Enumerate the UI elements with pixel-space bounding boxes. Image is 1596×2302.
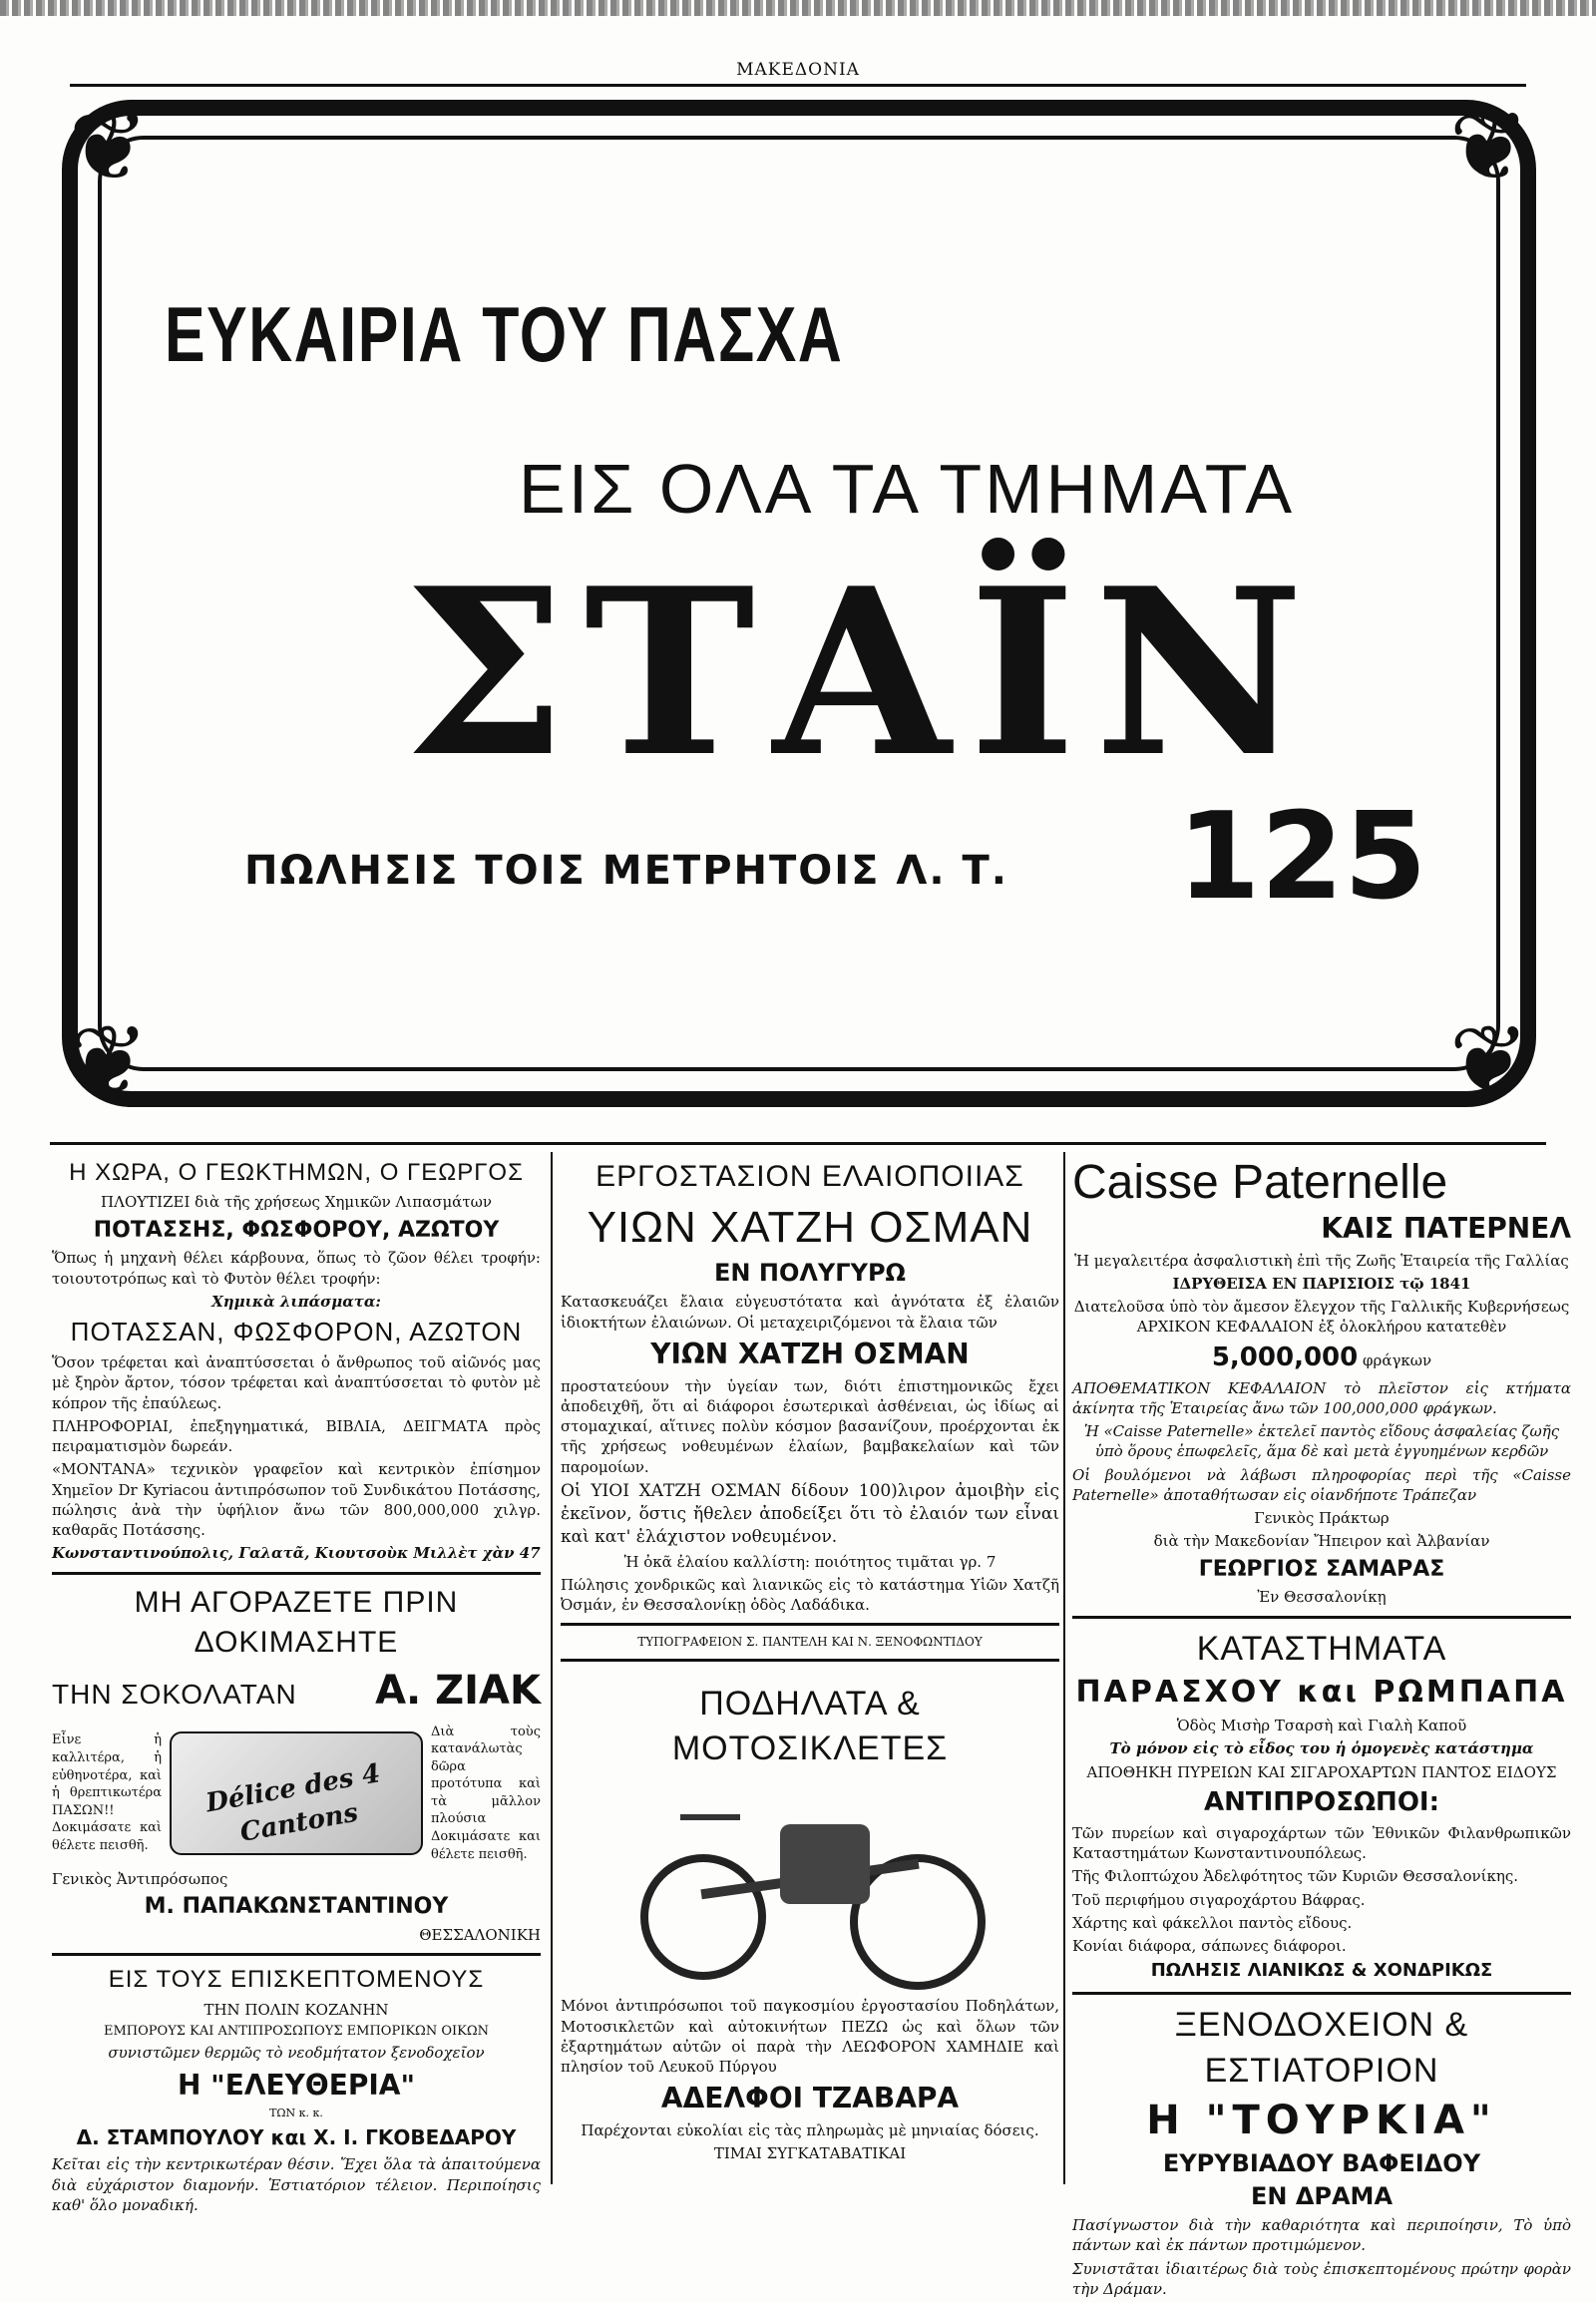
hotel-owner: ΕΥΡΥΒΙΑΔΟΥ ΒΑΦΕΙΔΟΥ <box>1162 2149 1481 2178</box>
fertilizer-text: Ὅπως ἡ μηχανὴ θέλει κάρβουνα, ὅπως τὸ ζῶον θέλει τροφήν: τοιουτοτρόπως καὶ τὸ Φυτὸν θέλει τροφήν: <box>52 1249 541 1288</box>
divider <box>52 1572 541 1575</box>
fertilizer-text: Χημικὰ λιπάσματα: <box>211 1292 381 1311</box>
chocolate-heading: ΜΗ ΑΓΟΡΑΖΕΤΕ ΠΡΙΝ ΔΟΚΙΜΑΣΗΤΕ <box>134 1585 459 1660</box>
ad-subheadline: ΕΙΣ ΟΛΑ ΤΑ ΤΜΗΜΑΤΑ <box>519 450 1296 528</box>
insurance-text: Οἱ βουλόμενοι νὰ λάβωσι πληροφορίας περὶ τῆς «Caisse Paternelle» ἀποταθήτωσαν εἰς οἱανδήποτε Τράπεζαν <box>1072 1465 1571 1504</box>
bicycle-text: ΤΙΜΑΙ ΣΥΓΚΑΤΑΒΑΤΙΚΑΙ <box>713 2144 907 2163</box>
chocolate-illustration <box>170 1731 423 1855</box>
divider <box>561 1659 1059 1662</box>
tricycle-illustration <box>630 1784 990 1984</box>
divider <box>50 1142 1546 1145</box>
chocolate-agent-label: Γενικὸς Ἀντιπρόσωπος <box>52 1870 228 1889</box>
kozani-text: ΤΩΝ κ. κ. <box>269 2107 323 2120</box>
hotel-text: Πασίγνωστον διὰ τὴν καθαριότητα καὶ περιποίησιν, Τὸ ὑπὸ πάντων καὶ ἐκ πάντων προτιμώμενον. <box>1072 2216 1571 2255</box>
olive-oil-price: Ἡ ὀκᾶ ἐλαίου καλλίστη: ποιότητος τιμᾶται γρ. 7 <box>623 1552 997 1571</box>
column-divider <box>551 1152 553 2184</box>
chocolate-text: Διὰ τοὺς κατανάλωτὰς δῶρα προτότυπα καὶ τὰ μᾶλλον πλούσια Δοκιμάσατε και θέλετε πεισθῆ. <box>431 1724 541 1862</box>
kozani-owners: Δ. ΣΤΑΜΠΟΥΛΟΥ και Χ. Ι. ΓΚΟΒΕΔΑΡΟΥ <box>76 2125 517 2150</box>
olive-oil-text: προστατεύουν τὴν ὑγείαν των, διότι ἐπιστημονικῶς ἔχει ἀποδειχθῆ, ὅτι αἱ διάφοροι ἐσωτερικαὶ ἀσθένειαι, ὡς ἰδίως αἱ στομαχικαί, αἵτινες πολὺν κόσμον βασανίζουν, προέρχονται ἐκ τῆς χρήσεως νοθευμένων ἐλαίων, βαμβακελαίων καὶ τῶν παρομοίων. <box>561 1376 1059 1476</box>
ad-brand: ΣΤΑΪΝ <box>404 539 1323 808</box>
insurance-text: Ἡ μεγαλειτέρα ἀσφαλιστικὴ ἐπὶ τῆς Ζωῆς Ἑταιρεία τῆς Γαλλίας <box>1074 1251 1569 1270</box>
divider <box>1072 1992 1571 1995</box>
fertilizer-text: Ὅσον τρέφεται καὶ ἀναπτύσσεται ὁ ἄνθρωπος τοῦ αἰῶνός μας μὲ ξηρὸν ἄρτον, τόσον τρέφεται καὶ ἀναπτύσσεται τὸ φυτὸν μὲ κόπρον τῆς ἐπαύλεως. <box>52 1353 541 1412</box>
column-right <box>1072 1157 1571 2302</box>
insurance-text: Γενικὸς Πράκτωρ <box>1254 1509 1390 1528</box>
ad-headline: ΕΥΚΑΙΡΙΑ ΤΟΥ ΠΑΣΧΑ <box>165 290 844 378</box>
insurance-brand: Caisse Paternelle <box>1072 1156 1448 1209</box>
hotel-text: Συνιστᾶται ἰδιαιτέρως διὰ τοὺς ἐπισκεπτομένους πρώτην φορὰν τὴν Δράμαν. <box>1072 2259 1571 2298</box>
hotel-city: ΕΝ ΔΡΑΜΑ <box>1250 2181 1394 2210</box>
fertilizer-line: ΠΛΟΥΤΙΖΕΙ διὰ τῆς χρήσεως Χημικῶν Λιπασμάτων <box>101 1193 492 1212</box>
shops-text: Τῶν πυρείων καὶ σιγαροχάρτων τῶν Ἐθνικῶν Φιλανθρωπικῶν Καταστημάτων Κωνσταντινουπόλεως. <box>1072 1823 1571 1863</box>
ad-price: 125 <box>1177 788 1427 927</box>
insurance-brand-greek: ΚΑΙΣ ΠΑΤΕΡΝΕΛ <box>1321 1211 1571 1245</box>
insurance-capital: 5,000,000 <box>1211 1342 1359 1372</box>
top-border <box>0 0 1596 16</box>
ornament-icon: ❦ <box>1448 1004 1530 1116</box>
olive-oil-heading: ΕΡΓΟΣΤΑΣΙΟΝ ΕΛΑΙΟΠΟΙΙΑΣ <box>596 1160 1024 1193</box>
page-title: ΜΑΚΕΔΟΝΙΑ <box>736 60 860 80</box>
hotel-name: Η "ΤΟΥΡΚΙΑ" <box>1146 2098 1497 2144</box>
chocolate-text: Εἶνε ἡ καλλιτέρα, ἡ εὐθηνοτέρα, καὶ ἡ θρεπτικωτέρα ΠΑΣΩΝ!! Δοκιμάσατε καὶ θέλετε πεισθῆ. <box>52 1732 162 1853</box>
kozani-hotel: Η "ΕΛΕΥΘΕΡΙΑ" <box>177 2068 416 2102</box>
divider <box>52 1953 541 1956</box>
chocolate-label: Délice des 4 Cantons <box>203 1758 383 1848</box>
ornament-icon: ❦ <box>68 1004 150 1116</box>
shops-text: Τὸ μόνον εἰς τὸ εἶδος του ἡ ὁμογενὲς κατάστημα <box>1109 1739 1534 1758</box>
olive-oil-brand: ΥΙΩΝ ΧΑΤΖΗ ΟΣΜΑΝ <box>650 1337 970 1370</box>
shops-text: Κονίαι διάφορα, σάπωνες διάφοροι. <box>1072 1937 1347 1956</box>
fertilizer-title: ΠΟΤΑΣΣΗΣ, ΦΩΣΦΟΡΟΥ, ΑΖΩΤΟΥ <box>93 1217 500 1243</box>
column-center <box>561 1157 1059 2167</box>
print-shop-credit: ΤΥΠΟΓΡΑΦΕΙΟΝ Σ. ΠΑΝΤΕΛΗ ΚΑΙ Ν. ΞΕΝΟΦΩΝΤΙΔΟΥ <box>637 1635 983 1650</box>
fertilizer-address: Κωνσταντινούπολις, Γαλατᾶ, Κιουτσοὺκ Μιλλὲτ χὰν 47 <box>52 1544 541 1563</box>
olive-oil-location: ΕΝ ΠΟΛΥΓΥΡΩ <box>714 1258 906 1287</box>
shops-text: ΑΠΟΘΗΚΗ ΠΥΡΕΙΩΝ ΚΑΙ ΣΙΓΑΡΟΧΑΡΤΩΝ ΠΑΝΤΟΣ ΕΙΔΟΥΣ <box>1086 1762 1557 1781</box>
olive-oil-text: Οἱ ΥΙΟΙ ΧΑΤΖΗ ΟΣΜΑΝ δίδουν 100)λιρον ἀμοιβὴν εἰς ἐκεῖνον, ὅστις ἤθελεν ἀποδείξει ὅτι τὸ ἐλαιόν των εἶναι καὶ κατ' ἐλάχιστον νοθευμένον. <box>561 1480 1059 1547</box>
handlebar-icon <box>680 1814 740 1820</box>
insurance-text: Ἡ «Caisse Paternelle» ἐκτελεῖ παντὸς εἴδους ἀσφαλείας ζωῆς ὑπὸ ὅρους ἐπωφελεῖς, ἅμα δὲ καὶ μετὰ ἐγγυημένων κερδῶν <box>1083 1422 1560 1461</box>
fertilizer-text: ΠΛΗΡΟΦΟΡΙΑΙ, ἐπεξηγηματικά, ΒΙΒΛΙΑ, ΔΕΙΓΜΑΤΑ πρὸς πειραματισμὸν δωρεάν. <box>52 1416 541 1456</box>
ad-sales-line: ΠΩΛΗΣΙΣ ΤΟΙΣ ΜΕΤΡΗΤΟΙΣ Λ. Τ. <box>244 848 1008 894</box>
wheel-icon <box>640 1854 766 1980</box>
divider <box>561 1623 1059 1626</box>
shops-text: Ὁδὸς Μισὴρ Τσαρσὴ καὶ Γιαλὴ Καποῦ <box>1176 1717 1467 1735</box>
insurance-agent: ΓΕΩΡΓΙΟΣ ΣΑΜΑΡΑΣ <box>1198 1556 1445 1582</box>
shops-text: Τῆς Φιλοπτώχου Ἀδελφότητος τῶν Κυριῶν Θεσσαλονίκης. <box>1072 1867 1519 1886</box>
insurance-text: Διατελοῦσα ὑπὸ τὸν ἄμεσον ἔλεγχον τῆς Γαλλικῆς Κυβερνήσεως ΑΡΧΙΚΟΝ ΚΕΦΑΛΑΙΟΝ ἐξ ὁλοκλήρου κατατεθὲν <box>1073 1298 1570 1337</box>
insurance-text: ΙΔΡΥΘΕΙΣΑ ΕΝ ΠΑΡΙΣΙΟΙΣ τῷ 1841 <box>1172 1274 1471 1293</box>
fertilizer-heading: Η ΧΩΡΑ, Ο ΓΕΩΚΤΗΜΩΝ, Ο ΓΕΩΡΓΟΣ <box>69 1159 524 1186</box>
fertilizer-title: ΠΟΤΑΣΣΑΝ, ΦΩΣΦΟΡΟΝ, ΑΖΩΤΟΝ <box>70 1317 523 1347</box>
insurance-text: διὰ τὴν Μακεδονίαν Ἤπειρον καὶ Ἀλβανίαν <box>1153 1532 1490 1551</box>
kozani-text: συνιστῶμεν θερμῶς τὸ νεοδμήτατον ξενοδοχεῖον <box>108 2044 485 2063</box>
shops-text: Χάρτης καὶ φάκελλοι παντὸς εἴδους. <box>1072 1913 1353 1932</box>
divider <box>70 84 1526 87</box>
hotel-heading: ΞΕΝΟΔΟΧΕΙΟΝ & ΕΣΤΙΑΤΟΡΙΟΝ <box>1174 2005 1469 2090</box>
shops-text: Τοῦ περιφήμου σιγαροχάρτου Βάφρας. <box>1072 1890 1366 1909</box>
insurance-city: Ἐν Θεσσαλονίκῃ <box>1257 1588 1387 1607</box>
ornament-icon: ❦ <box>1448 91 1530 202</box>
insurance-capital-unit: φράγκων <box>1363 1350 1432 1369</box>
olive-oil-text: Πώλησις χονδρικῶς καὶ λιανικῶς εἰς τὸ κατάστημα Υἱῶν Χατζῆ Ὀσμάν, ἐν Θεσσαλονίκῃ ὁδὸς Λαδάδικα. <box>561 1575 1059 1615</box>
olive-oil-text: Κατασκευάζει ἔλαια εὐγευστότατα καὶ ἀγνότατα ἐξ ἐλαιῶν ἰδιοκτήτων ἐλαιώνων. Οἱ μεταχειριζόμενοι τὰ ἔλαια τῶν <box>561 1293 1059 1332</box>
shops-sales: ΠΩΛΗΣΙΣ ΛΙΑΝΙΚΩΣ & ΧΟΝΔΡΙΚΩΣ <box>1150 1960 1493 1982</box>
bicycle-heading: ΠΟΔΗΛΑΤΑ & ΜΟΤΟΣΙΚΛΕΤΕΣ <box>671 1684 949 1768</box>
kozani-subheading: ΤΗΝ ΠΟΛΙΝ ΚΟΖΑΝΗΝ <box>203 2000 389 2019</box>
bicycle-text: Παρέχονται εὐκολίαι εἰς τὰς πληρωμὰς μὲ μηνιαίας δόσεις. <box>581 2121 1039 2140</box>
ornament-icon: ❦ <box>68 91 150 202</box>
bicycle-text: Μόνοι ἀντιπρόσωποι τοῦ παγκοσμίου ἐργοστασίου Ποδηλάτων, Μοτοσικλετῶν καὶ αὐτοκινήτων ΠΕΖΩ ὡς καὶ ὅλων τῶν ἐξαρτημάτων αὐτῶν οἱ παρὰ τὴν ΛΕΩΦΟΡΟΝ ΧΑΜΗΔΙΕ καὶ πλησίον τοῦ Λευκοῦ Πύργου <box>561 1997 1059 2077</box>
kozani-subheading: ΕΜΠΟΡΟΥΣ ΚΑΙ ΑΝΤΙΠΡΟΣΩΠΟΥΣ ΕΜΠΟΡΙΚΩΝ ΟΙΚΩΝ <box>104 2023 489 2039</box>
chocolate-brand: Α. ΖΙΑΚ <box>375 1667 541 1714</box>
insurance-text: ΑΠΟΘΕΜΑΤΙΚΟΝ ΚΕΦΑΛΑΙΟΝ τὸ πλεῖστον εἰς κτήματα ἀκίνητα τῆς Ἑταιρείας ἄνω τῶν 100,000,000 φράγκων. <box>1072 1378 1571 1417</box>
column-left <box>52 1157 541 2218</box>
shops-agents-heading: ΑΝΤΙΠΡΟΣΩΠΟΙ: <box>1203 1786 1439 1817</box>
olive-oil-brand: ΥΙΩΝ ΧΑΤΖΗ ΟΣΜΑΝ <box>587 1202 1033 1252</box>
chocolate-subheading: ΤΗΝ ΣΟΚΟΛΑΤΑΝ <box>52 1678 297 1710</box>
kozani-heading: ΕΙΣ ΤΟΥΣ ΕΠΙΣΚΕΠΤΟΜΕΝΟΥΣ <box>108 1966 485 1994</box>
shops-owners: ΠΑΡΑΣΧΟΥ και ΡΩΜΠΑΠΑ <box>1075 1674 1568 1710</box>
divider <box>1072 1616 1571 1619</box>
chocolate-city: ΘΕΣΣΑΛΟΝΙΚΗ <box>419 1925 541 1944</box>
column-divider <box>1063 1152 1065 2184</box>
engine-icon <box>780 1824 870 1904</box>
chocolate-agent: Μ. ΠΑΠΑΚΩΝΣΤΑΝΤΙΝΟΥ <box>144 1894 449 1920</box>
fertilizer-text: «ΜΟΝΤΑΝΑ» τεχνικὸν γραφεῖον καὶ κεντρικὸν ἐπίσημον Χημεῖον Dr Kyriacou ἀντιπρόσωπον τοῦ Συνδικάτου Ποτάσσης, πώλησις ἀνὰ τὴν ὑφήλιον ἄνω τῶν 800,000,000 χιλγρ. καθαρᾶς Ποτάσσης. <box>52 1460 541 1540</box>
shops-heading: ΚΑΤΑΣΤΗΜΑΤΑ <box>1196 1629 1447 1668</box>
bicycle-dealer: ΑΔΕΛΦΟΙ ΤΖΑΒΑΡΑ <box>660 2082 960 2115</box>
kozani-text: Κεῖται εἰς τὴν κεντρικωτέραν θέσιν. Ἔχει ὅλα τὰ ἀπαιτούμενα διὰ εὐχάριστον διαμονήν. Ἑστιατόριον τέλειον. Περιποίησις καθ' ὅλο μοναδική. <box>52 2155 541 2214</box>
